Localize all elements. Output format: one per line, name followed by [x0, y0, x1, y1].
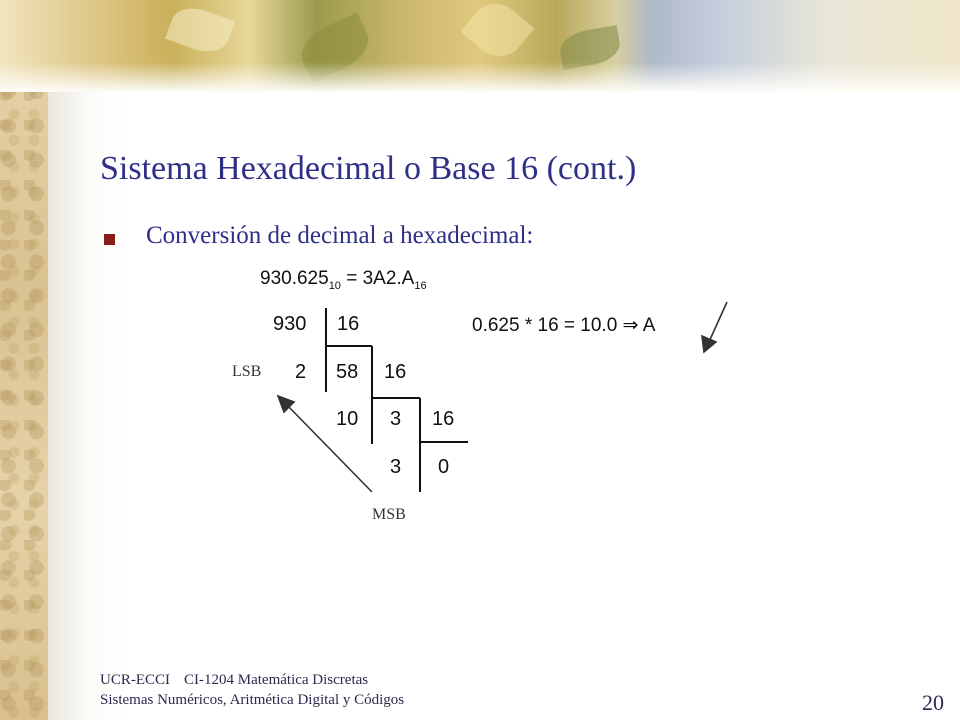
division-value-930: 930	[273, 313, 307, 335]
msb-lsb-arrow-line	[286, 404, 372, 492]
page-number: 20	[922, 690, 944, 715]
slide-title: Sistema Hexadecimal o Base 16 (cont.)	[100, 150, 637, 187]
division-value-16: 16	[384, 361, 407, 383]
fraction-calculation: 0.625 * 16 = 10.0 ⇒ A	[472, 315, 656, 336]
lsb-label: LSB	[232, 363, 262, 380]
equation-hex: = 3A2.A	[340, 268, 415, 289]
footer-course: CI-1204 Matemática Discretas	[184, 672, 369, 688]
division-remainder-2: 2	[295, 361, 307, 383]
msb-label: MSB	[372, 506, 406, 523]
division-value-3: 3	[390, 408, 402, 430]
equation-hex-base: 16	[414, 279, 427, 292]
slide-footer	[100, 670, 404, 710]
division-remainder-3: 3	[390, 456, 402, 478]
equation-decimal-base: 10	[328, 279, 341, 292]
division-remainder-10: 10	[336, 408, 359, 430]
division-quotient-0: 0	[438, 456, 450, 478]
division-value-16: 16	[337, 313, 360, 335]
footer-topic: Sistemas Numéricos, Aritmética Digital y Códigos	[100, 692, 405, 708]
fraction-arrow-head	[702, 336, 716, 352]
equation-decimal: 930.625	[260, 268, 329, 289]
fraction-arrow-line	[708, 302, 727, 344]
bullet-text: Conversión de decimal a hexadecimal:	[146, 222, 534, 249]
division-value-16: 16	[432, 408, 455, 430]
division-value-58: 58	[336, 361, 359, 383]
footer-org: UCR-ECCI	[100, 672, 171, 688]
